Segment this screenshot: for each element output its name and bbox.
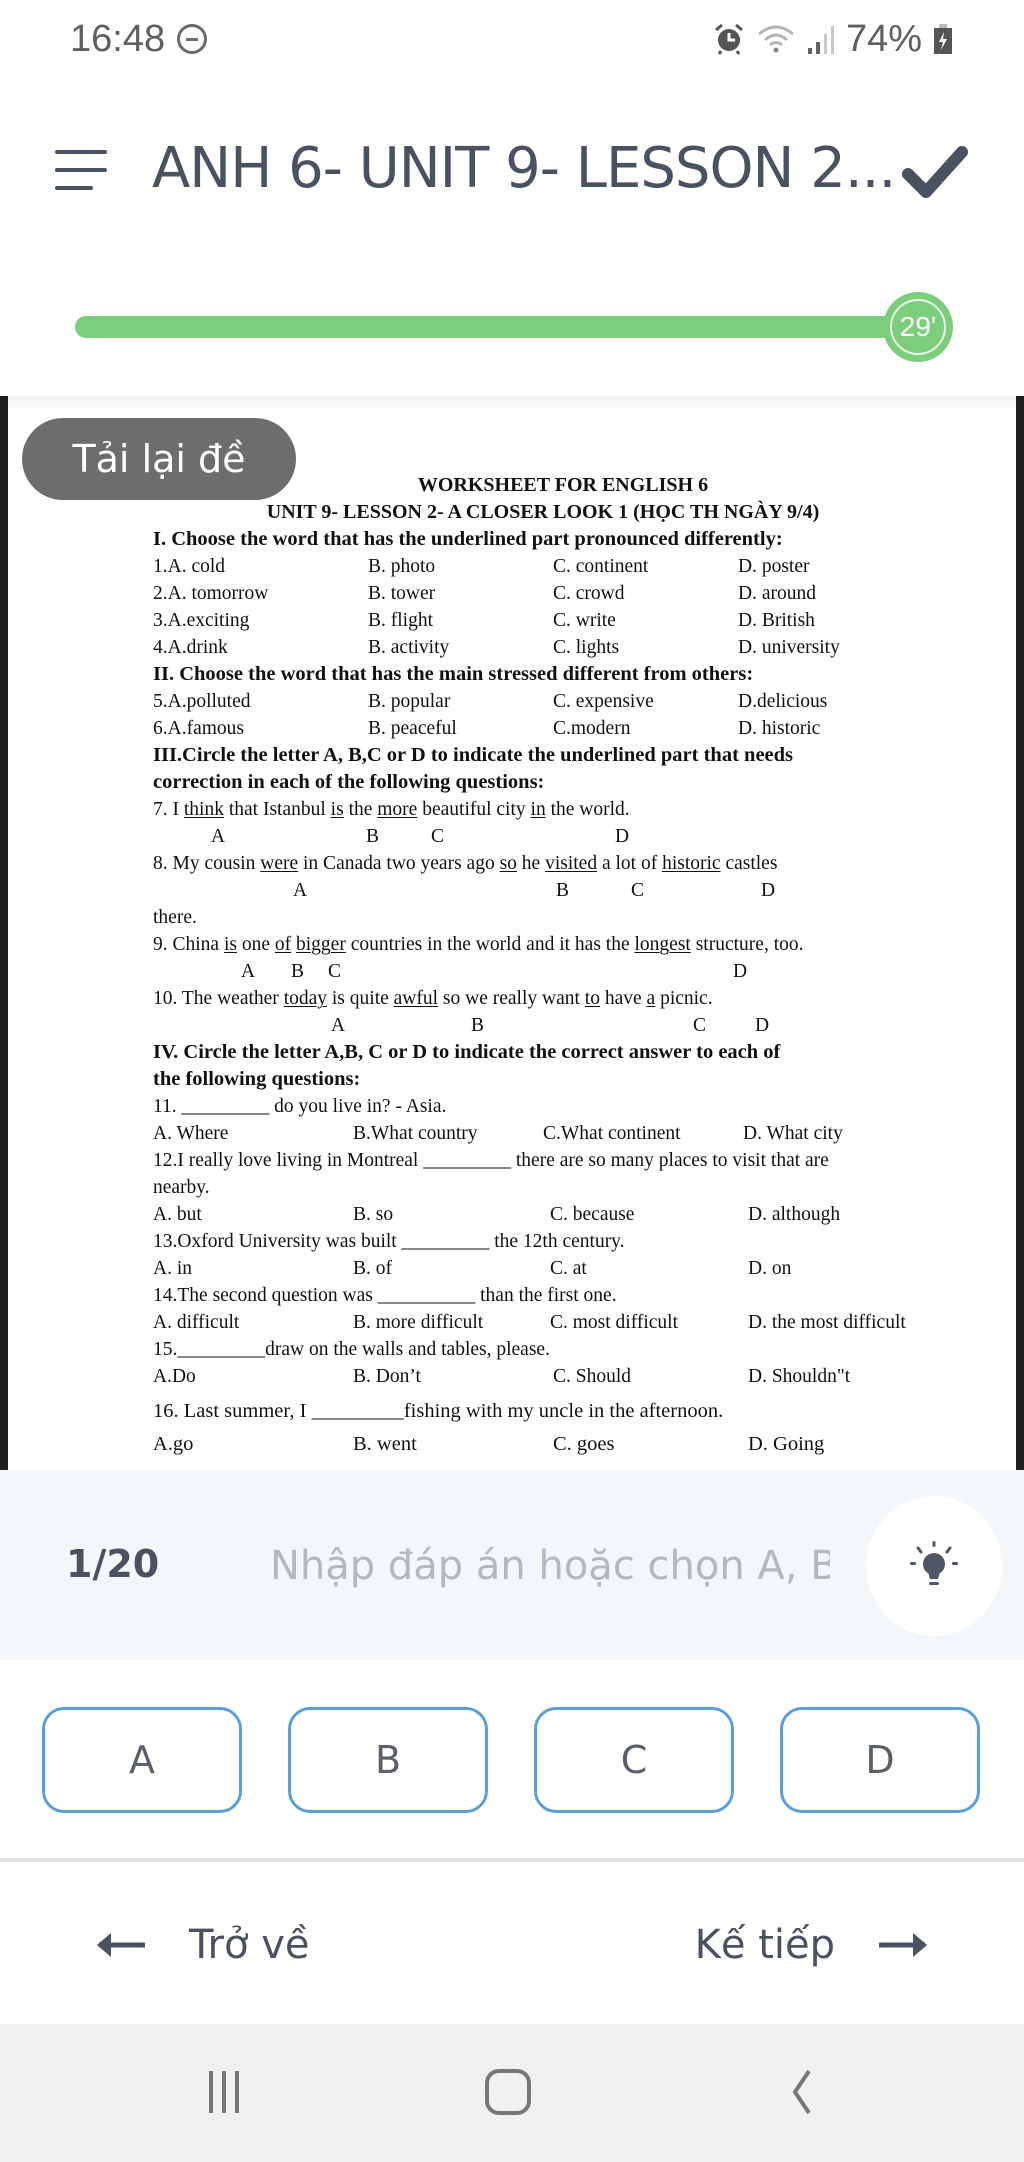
question-5: 5.A.polluted B. popular C. expensive D.delicious: [153, 691, 828, 712]
status-right: [712, 18, 954, 61]
battery-percent: 74%: [845, 17, 922, 60]
question-8-continuation: there.: [153, 907, 197, 928]
question-9-letters: A B C D: [241, 961, 748, 982]
home-icon[interactable]: [478, 2062, 538, 2122]
timer-label: 29': [890, 299, 946, 355]
question-2: 2.A. tomorrow B. tower C. crowd D. around: [153, 583, 816, 604]
question-10: 10. The weather today is quite awful so we really want to have a picnic.: [153, 988, 713, 1009]
question-13-options: A. in B. of C. at D. on: [153, 1258, 792, 1279]
page-title: ANH 6- UNIT 9- LESSON 2...: [152, 136, 896, 201]
question-16-stem: 16. Last summer, I _________fishing with my uncle in the afternoon.: [153, 1400, 724, 1422]
section-1-heading: I. Choose the word that has the underlined part pronounced differently:: [153, 528, 783, 550]
progress-fill: [75, 316, 945, 338]
option-c-button[interactable]: C: [534, 1707, 734, 1813]
alarm-icon: [712, 22, 746, 56]
question-7: 7. I think that Istanbul is the more beautiful city in the world.: [153, 799, 630, 820]
question-9: 9. China is one of bigger countries in the world and it has the longest structure, too.: [153, 934, 804, 955]
app-header: [0, 120, 1024, 220]
next-button[interactable]: [695, 1915, 929, 1975]
timer-progress: [75, 290, 945, 360]
divider: [0, 1858, 1024, 1862]
back-button[interactable]: [95, 1915, 309, 1975]
status-left: [70, 18, 207, 61]
question-8: 8. My cousin were in Canada two years ago so he visited a lot of historic castles: [153, 853, 778, 874]
next-label: Kế tiếp: [694, 1922, 835, 1968]
question-12-options: A. but B. so C. because D. although: [153, 1204, 841, 1225]
hamburger-menu-icon[interactable]: [55, 150, 107, 192]
question-12-stem-cont: nearby.: [153, 1177, 210, 1198]
arrow-left-icon: [95, 1930, 149, 1960]
worksheet: [153, 472, 933, 1480]
question-4: 4.A.drink B. activity C. lights D. university: [153, 637, 840, 658]
question-6: 6.A.famous B. peaceful C.modern D. historic: [153, 718, 821, 739]
question-8-letters: A B C D: [293, 880, 776, 901]
answer-input[interactable]: [270, 1528, 830, 1604]
check-icon[interactable]: [900, 142, 970, 202]
question-10-letters: A B C D: [331, 1015, 770, 1036]
reload-exam-button[interactable]: Tải lại đề: [22, 418, 296, 500]
answer-bar: [0, 1470, 1024, 1660]
question-15-options: A.Do B. Don’t C. Should D. Shouldn"t: [153, 1366, 851, 1387]
status-time: 16:48: [70, 17, 166, 60]
question-15-stem: 15._________draw on the walls and tables, please.: [153, 1339, 550, 1360]
question-13-stem: 13.Oxford University was built _________ the 12th century.: [153, 1231, 625, 1252]
question-16-options: A.go B. went C. goes D. Going: [153, 1433, 825, 1455]
lightbulb-icon: [906, 1538, 962, 1594]
question-11-stem: 11. _________ do you live in? - Asia.: [153, 1096, 447, 1117]
option-b-button[interactable]: B: [288, 1707, 488, 1813]
system-navigation-bar: [0, 2024, 1024, 2162]
status-bar: [0, 0, 1024, 78]
option-d-button[interactable]: D: [780, 1707, 980, 1813]
timer-badge: [883, 292, 953, 362]
question-14-options: A. difficult B. more difficult C. most difficult D. the most difficult: [153, 1312, 906, 1333]
question-7-letters: A B C D: [211, 826, 630, 847]
back-icon[interactable]: [772, 2062, 832, 2122]
wifi-icon: [756, 22, 796, 56]
answer-options: [0, 1705, 1024, 1815]
question-counter: 1/20: [66, 1542, 160, 1586]
worksheet-subtitle: UNIT 9- LESSON 2- A CLOSER LOOK 1 (HỌC TH NGÀY 9/4): [266, 501, 820, 523]
worksheet-title: WORKSHEET FOR ENGLISH 6: [417, 474, 709, 496]
question-1: 1.A. cold B. photo C. continent D. poster: [153, 556, 810, 577]
hint-button[interactable]: [866, 1496, 1002, 1636]
question-11-options: A. Where B.What country C.What continent D. What city: [153, 1123, 843, 1144]
section-4-heading-cont: the following questions:: [153, 1068, 361, 1090]
section-3-heading-cont: correction in each of the following questions:: [153, 771, 545, 793]
section-3-heading: III.Circle the letter A, B,C or D to indicate the underlined part that needs: [153, 744, 794, 766]
question-14-stem: 14.The second question was __________ than the first one.: [153, 1285, 617, 1306]
recent-apps-icon[interactable]: [194, 2062, 254, 2122]
option-a-button[interactable]: A: [42, 1707, 242, 1813]
question-3: 3.A.exciting B. flight C. write D. British: [153, 610, 815, 631]
document-viewer[interactable]: [0, 396, 1024, 1470]
battery-charging-icon: [932, 22, 954, 56]
section-2-heading: II. Choose the word that has the main stressed different from others:: [153, 663, 754, 685]
do-not-disturb-icon: [177, 24, 207, 54]
arrow-right-icon: [875, 1930, 929, 1960]
section-4-heading: IV. Circle the letter A,B, C or D to indicate the correct answer to each of: [153, 1041, 781, 1063]
question-12-stem: 12.I really love living in Montreal _________ there are so many places to visit that are: [153, 1150, 829, 1171]
signal-icon: [806, 22, 836, 56]
back-label: Trở về: [189, 1922, 310, 1968]
